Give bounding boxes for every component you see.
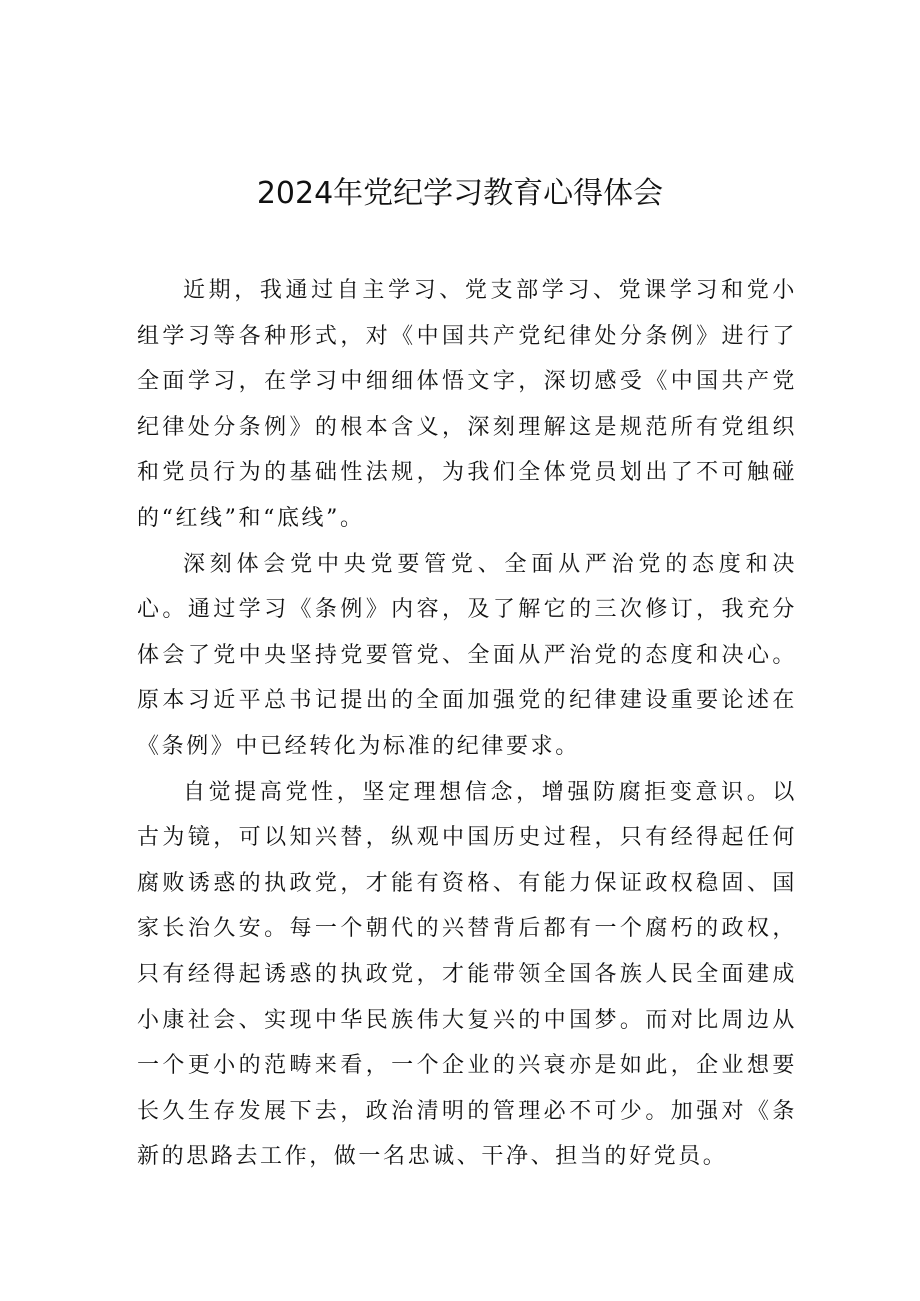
document-title: 2024年党纪学习教育心得体会 [256,176,664,211]
paragraph: 自觉提高党性，坚定理想信念，增强防腐拒变意识。以古为镜，可以知兴替，纵观中国历史过程，只有经得起任何腐败诱惑的执政党，才能有资格、有能力保证政权稳固、国家长治久安。每一个朝代的兴替背后都有一个腐朽的政权，只有经得起诱惑的执政党，才能带领全国各族人民全面建成小康社会、实现中华民族伟大复兴的中国梦。而对比周边从一个更小的范畴来看，一个企业的兴衰亦是如此，企业想要长久生存发展下去，政治清明的管理必不可少。加强对《条新的思路去工作，做一名忠诚、干净、担当的好党员。 [137,779,797,1170]
paragraph: 深刻体会党中央党要管党、全面从严治党的态度和决心。通过学习《条例》内容，及了解它的三次修订，我充分体会了党中央坚持党要管党、全面从严治党的态度和决心。原本习近平总书记提出的全面加强党的纪律建设重要论述在《条例》中已经转化为标准的纪律要求。 [137,551,797,759]
document-body [137,268,797,1180]
paragraph: 近期，我通过自主学习、党支部学习、党课学习和党小组学习等各种形式，对《中国共产党纪律处分条例》进行了全面学习，在学习中细细体悟文字，深切感受《中国共产党纪律处分条例》的根本含义，深刻理解这是规范所有党组织和党员行为的基础性法规，为我们全体党员划出了不可触碰的“红线”和“底线”。 [137,278,797,531]
